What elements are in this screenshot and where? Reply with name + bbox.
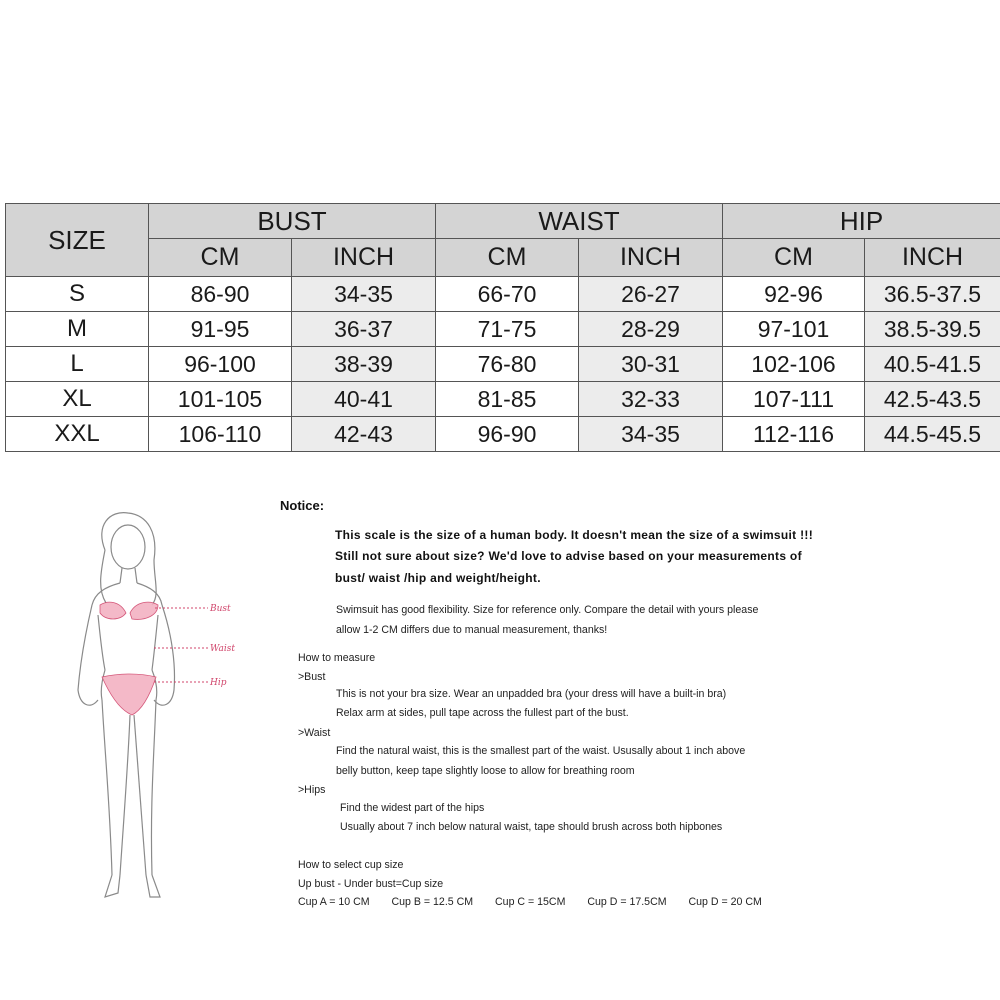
bust-instruction: This is not your bra size. Wear an unpadded bra (your dress will have a built-in bra): [336, 688, 727, 700]
waist-group-header: WAIST: [436, 204, 723, 239]
table-cell: 26-27: [579, 277, 723, 312]
notice-bold-line: Still not sure about size? We'd love to advise based on your measurements of: [335, 549, 802, 563]
table-cell: 101-105: [149, 382, 292, 417]
table-cell: 76-80: [436, 347, 579, 382]
unit-header: INCH: [579, 239, 723, 277]
size-cell: XL: [6, 382, 149, 417]
table-cell: 96-100: [149, 347, 292, 382]
unit-header: CM: [149, 239, 292, 277]
table-cell: 32-33: [579, 382, 723, 417]
size-cell: L: [6, 347, 149, 382]
flexibility-note: allow 1-2 CM differs due to manual measurement, thanks!: [336, 624, 608, 636]
hips-instruction: Usually about 7 inch below natural waist, tape should brush across both hipbones: [340, 821, 723, 833]
table-cell: 38-39: [292, 347, 436, 382]
size-column-header: SIZE: [6, 204, 149, 277]
unit-header: INCH: [292, 239, 436, 277]
how-to-measure-heading: How to measure: [298, 652, 376, 664]
body-measurement-figure: [50, 505, 260, 910]
size-cell: S: [6, 277, 149, 312]
table-cell: 38.5-39.5: [865, 312, 1000, 347]
bust-heading: >Bust: [298, 671, 326, 683]
unit-header: CM: [436, 239, 579, 277]
cup-size-item: Cup A = 10 CM: [298, 896, 370, 908]
hips-instruction: Find the widest part of the hips: [340, 802, 485, 814]
table-row: [6, 277, 1000, 312]
table-cell: 42-43: [292, 417, 436, 452]
cup-size-item: Cup B = 12.5 CM: [391, 896, 474, 908]
hip-label: Hip: [210, 678, 227, 688]
bust-label: Bust: [210, 604, 231, 614]
unit-header: INCH: [865, 239, 1000, 277]
hip-group-header: HIP: [723, 204, 1000, 239]
notice-title: Notice:: [280, 498, 325, 513]
table-row: [6, 347, 1000, 382]
table-cell: 34-35: [579, 417, 723, 452]
notice-bold-line: bust/ waist /hip and weight/height.: [335, 571, 541, 585]
notice-bold-line: This scale is the size of a human body. It doesn't mean the size of a swimsuit !!!: [335, 528, 813, 542]
table-group-header-row: [6, 204, 1000, 239]
table-unit-header-row: [6, 239, 1000, 277]
waist-heading: >Waist: [298, 727, 331, 739]
size-cell: XXL: [6, 417, 149, 452]
unit-header: CM: [723, 239, 865, 277]
table-cell: 71-75: [436, 312, 579, 347]
bust-group-header: BUST: [149, 204, 436, 239]
cup-size-item: Cup D = 20 CM: [688, 896, 762, 908]
table-row: [6, 312, 1000, 347]
table-row: [6, 382, 1000, 417]
table-cell: 106-110: [149, 417, 292, 452]
table-cell: 30-31: [579, 347, 723, 382]
table-cell: 40.5-41.5: [865, 347, 1000, 382]
table-cell: 81-85: [436, 382, 579, 417]
bust-instruction: Relax arm at sides, pull tape across the fullest part of the bust.: [336, 707, 629, 719]
table-cell: 96-90: [436, 417, 579, 452]
waist-instruction: belly button, keep tape slightly loose to allow for breathing room: [336, 765, 635, 777]
cup-size-list: [298, 896, 781, 908]
table-cell: 102-106: [723, 347, 865, 382]
table-cell: 36-37: [292, 312, 436, 347]
cup-size-formula: Up bust - Under bust=Cup size: [298, 878, 444, 890]
table-cell: 36.5-37.5: [865, 277, 1000, 312]
table-cell: 44.5-45.5: [865, 417, 1000, 452]
table-cell: 107-111: [723, 382, 865, 417]
waist-label: Waist: [210, 644, 235, 654]
flexibility-note: Swimsuit has good flexibility. Size for reference only. Compare the detail with yours please: [336, 604, 759, 616]
table-cell: 42.5-43.5: [865, 382, 1000, 417]
size-cell: M: [6, 312, 149, 347]
cup-size-item: Cup D = 17.5CM: [587, 896, 667, 908]
size-chart-table: [5, 203, 1000, 452]
cup-size-heading: How to select cup size: [298, 859, 404, 871]
table-cell: 34-35: [292, 277, 436, 312]
waist-instruction: Find the natural waist, this is the smallest part of the waist. Ususally about 1 inch above: [336, 745, 746, 757]
table-row: [6, 417, 1000, 452]
table-cell: 91-95: [149, 312, 292, 347]
table-cell: 112-116: [723, 417, 865, 452]
table-cell: 66-70: [436, 277, 579, 312]
table-cell: 97-101: [723, 312, 865, 347]
table-cell: 28-29: [579, 312, 723, 347]
cup-size-item: Cup C = 15CM: [495, 896, 566, 908]
table-cell: 40-41: [292, 382, 436, 417]
table-cell: 92-96: [723, 277, 865, 312]
table-cell: 86-90: [149, 277, 292, 312]
hips-heading: >Hips: [298, 784, 326, 796]
